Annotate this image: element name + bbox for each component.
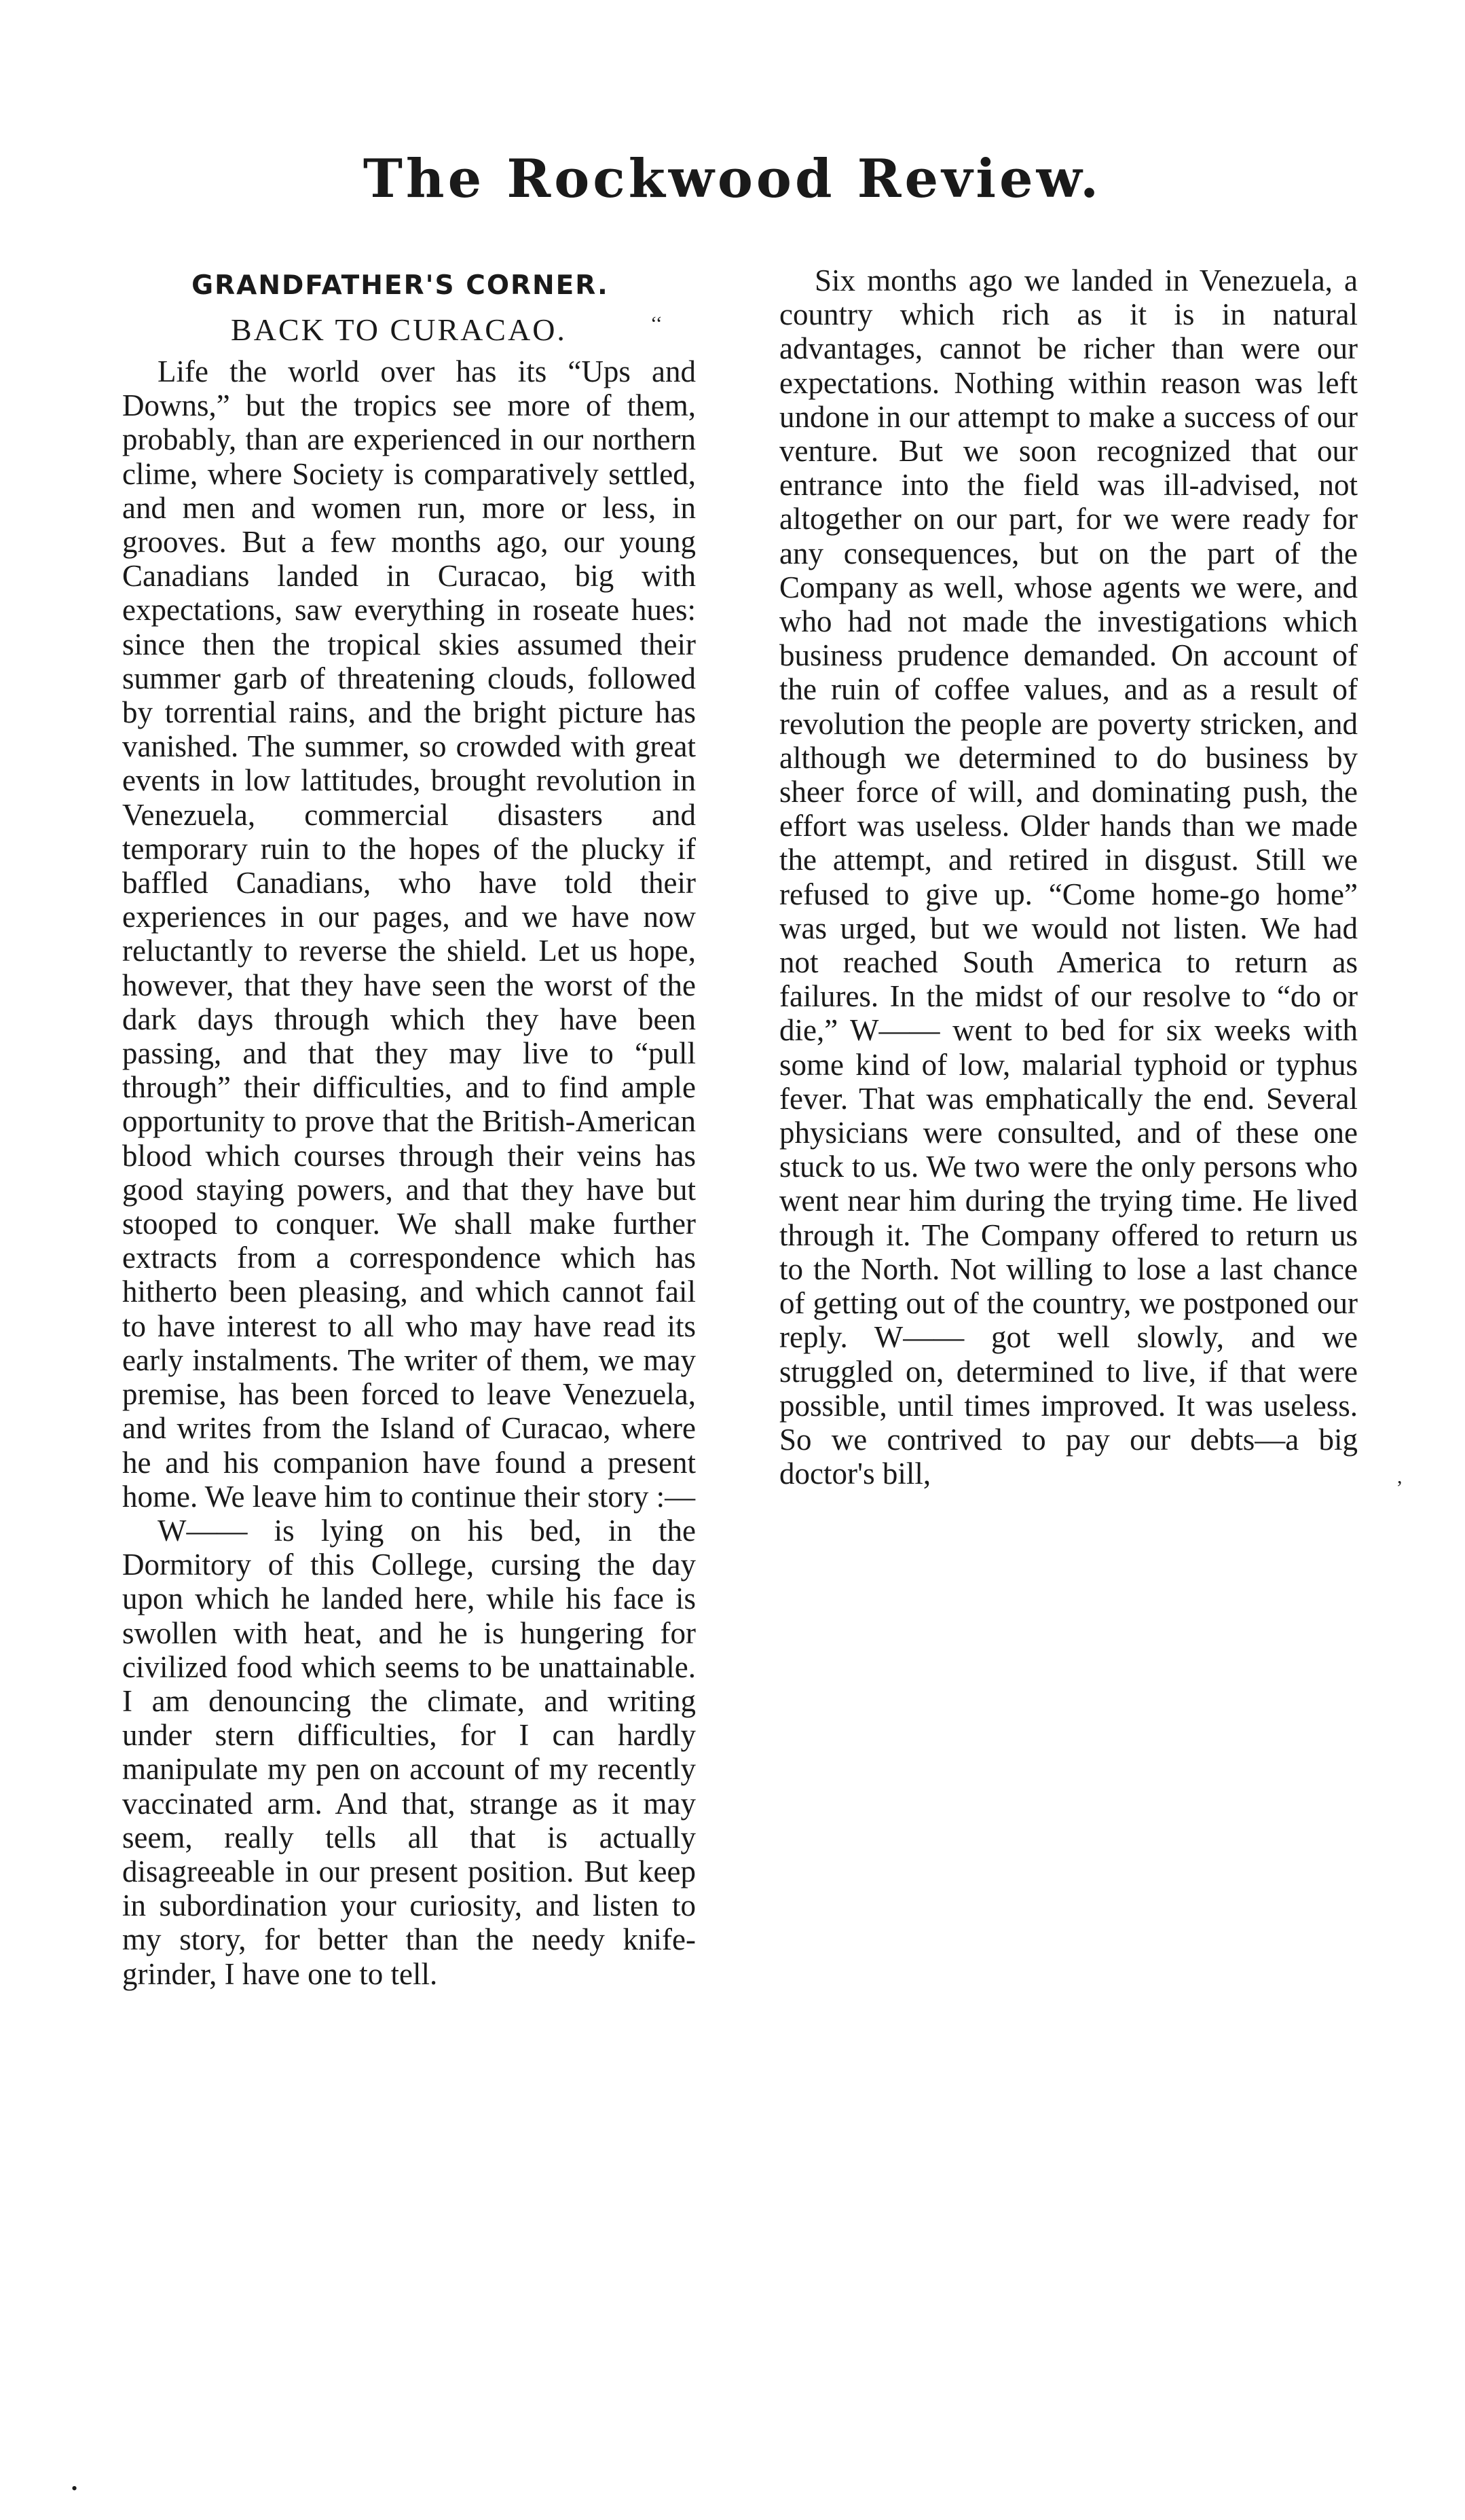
left-column xyxy=(122,263,696,1991)
paragraph-intro: Life the world over has its “Ups and Downs,” but the tropics see more of them, probably, than are experienced in our northern clime, where Society is comparatively settled, and men and women run, more or less, in grooves. But a few months ago, our young Canadians landed in Curacao, big with expectations, saw everything in roseate hues: since then the tropical skies assumed their summer garb of threatening clouds, followed by torrential rains, and the bright picture has vanished. The summer, so crowded with great events in low lattitudes, brought revolution in Venezuela, commercial disasters and temporary ruin to the hopes of the plucky if baffled Canadians, who have told their experiences in our pages, and we have now reluctantly to reverse the shield. Let us hope, however, that they have seen the worst of the dark days through which they have been passing, and that they may live to “pull through” their difficulties, and to find ample opportunity to prove that the British-American blood which courses through their veins has good staying powers, and that they have but stooped to conquer. We shall make further extracts from a correspondence which has hitherto been pleasing, and which cannot fail to have interest to all who may have read its early instalments. The writer of them, we may premise, has been forced to leave Venezuela, and writes from the Island of Curacao, where he and his companion have found a present home. We leave him to continue their story :— xyxy=(122,354,696,1514)
masthead-title: The Rockwood Review. xyxy=(363,148,1102,210)
section-heading: GRANDFATHER'S CORNER. xyxy=(191,270,609,301)
article-title: BACK TO CURACAO. xyxy=(231,312,567,347)
right-column xyxy=(779,263,1358,1491)
paragraph-letter-start: W—— is lying on his bed, in the Dormitory of this College, cursing the day upon which he landed here, while his face is swollen with heat, and he is hungering for civilized food which seems to be unattainable. I am denouncing the climate, and writing under stern difficulties, for I can hardly manipulate my pen on account of my recently vaccinated arm. And that, strange as it may seem, really tells all that is actually disagreeable in our present position. But keep in subordination your curiosity, and listen to my story, for better than the needy knife-grinder, I have one to tell. xyxy=(122,1513,696,1991)
stray-bottom-dot: • xyxy=(71,2479,78,2498)
paragraph-venezuela: Six months ago we landed in Venezuela, a country which rich as it is in natural advantages, cannot be richer than were our expectations. Nothing within reason was left undone in our attempt to make a success of our venture. But we soon recognized that our entrance into the field was ill-advised, not altogether on our part, for we were ready for any consequences, but on the part of the Company as well, whose agents we were, and who had not made the investigations which business prudence demanded. On account of the ruin of coffee values, and as a result of revolution the people are poverty stricken, and although we determined to do business by sheer force of will, and dominating push, the effort was useless. Older hands than we made the attempt, and retired in disgust. Still we refused to give up. “Come home-go home” was urged, but we would not listen. We had not reached South America to return as failures. In the midst of our resolve to “do or die,” W—— went to bed for six weeks with some kind of low, malarial typhoid or typhus fever. That was emphatically the end. Several physicians were consulted, and of these one stuck to us. We two were the only persons who went near him during the trying time. He lived through it. The Company offered to return us to the North. Not willing to lose a last chance of getting out of the country, we postponed our reply. W—— got well slowly, and we struggled on, determined to live, if that were possible, until times improved. It was useless. So we contrived to pay our debts—a big doctor's bill, xyxy=(779,263,1358,1491)
stray-quote-mark: ‘‘ xyxy=(650,312,663,335)
stray-margin-mark: , xyxy=(1397,1465,1403,1488)
